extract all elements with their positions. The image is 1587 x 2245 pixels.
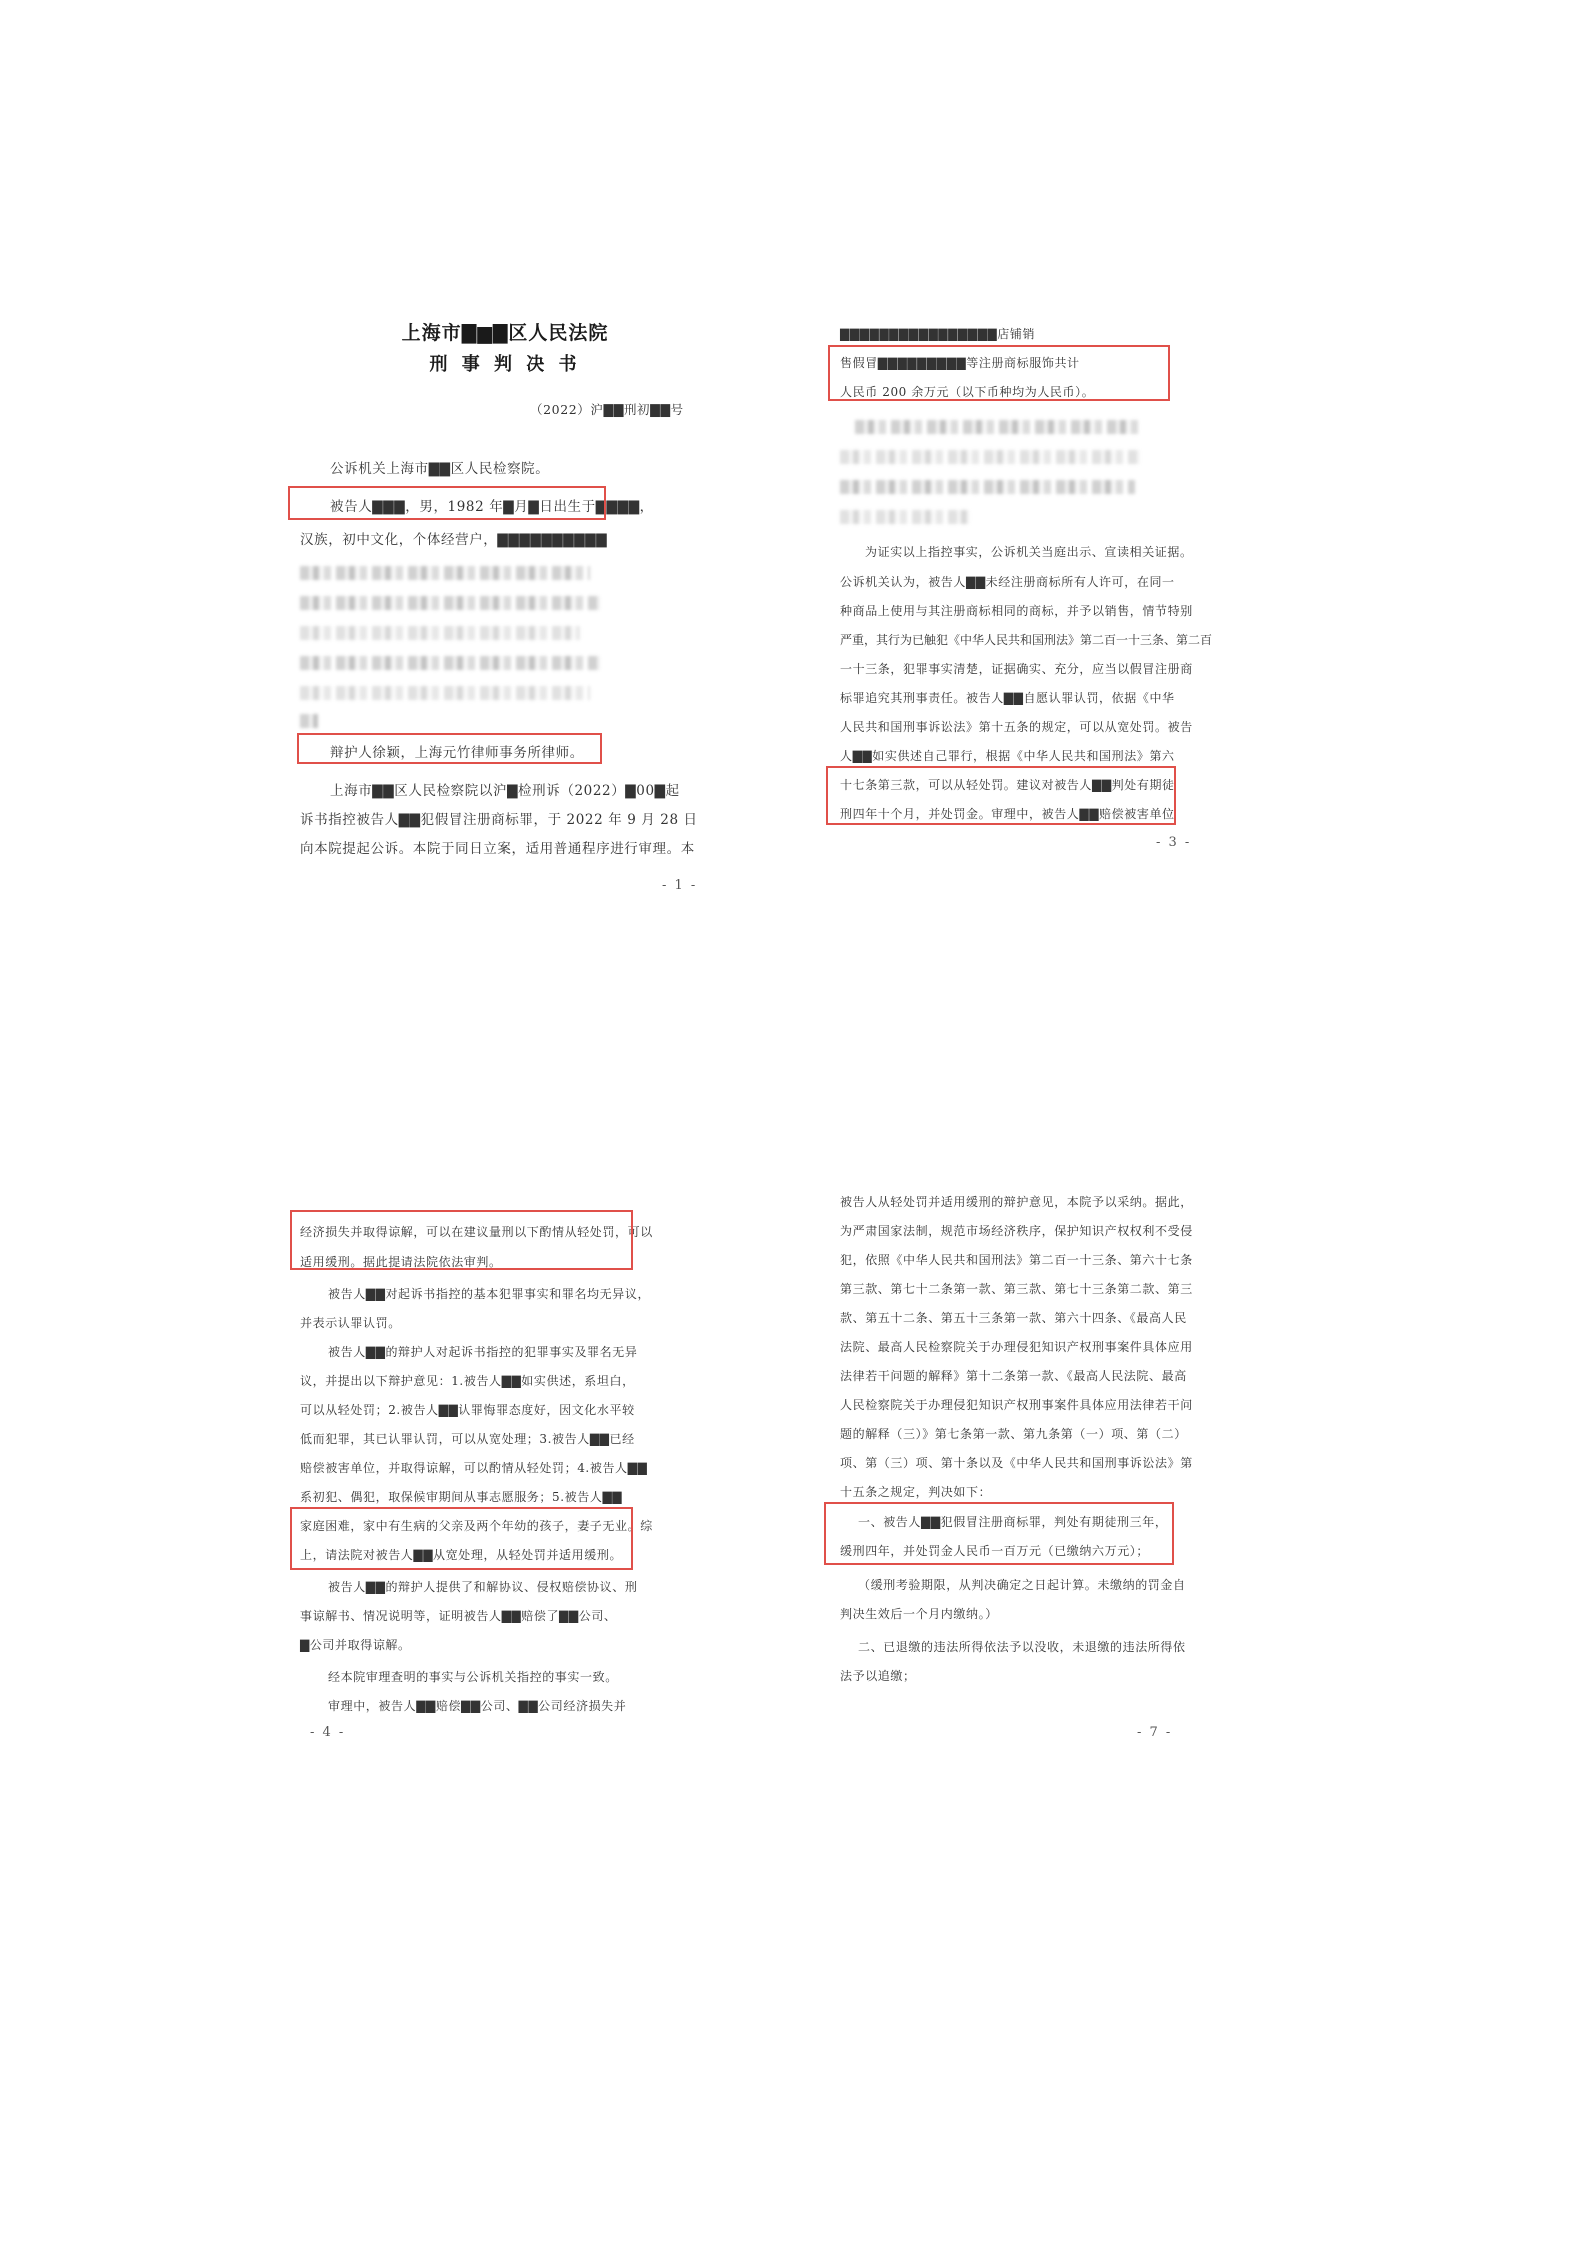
body-paragraph-line: 诉书指控被告人▇▇犯假冒注册商标罪，于 2022 年 9 月 28 日 bbox=[300, 812, 698, 828]
body-paragraph-line: 被告人▇▇的辩护人提供了和解协议、侵权赔偿协议、刑 bbox=[328, 1580, 638, 1594]
document-title: 刑 事 判 决 书 bbox=[429, 354, 581, 375]
redacted-block bbox=[855, 420, 1140, 434]
body-paragraph-line: 法院、最高人民检察院关于办理侵犯知识产权刑事案件具体应用 bbox=[840, 1340, 1193, 1354]
body-paragraph-line: 法予以追缴； bbox=[840, 1669, 916, 1683]
body-paragraph-line: 判决生效后一个月内缴纳。） bbox=[840, 1607, 998, 1621]
redacted-block bbox=[840, 450, 1140, 464]
body-paragraph-line: 被告人▇▇的辩护人对起诉书指控的犯罪事实及罪名无异 bbox=[328, 1345, 638, 1359]
body-paragraph-line: 被告人▇▇对起诉书指控的基本犯罪事实和罪名均无异议， bbox=[328, 1287, 651, 1301]
body-paragraph-line: 二、已退缴的违法所得依法予以没收，未退缴的违法所得依 bbox=[858, 1640, 1186, 1654]
body-paragraph-line: 为严肃国家法制，规范市场经济秩序，保护知识产权权利不受侵 bbox=[840, 1224, 1193, 1238]
body-paragraph-line: 款、第五十二条、第五十三条第一款、第六十四条、《最高人民 bbox=[840, 1311, 1187, 1325]
document-page-1 bbox=[270, 300, 740, 940]
body-paragraph-line: 十五条之规定，判决如下： bbox=[840, 1485, 992, 1499]
court-title: 上海市▇▆▇区人民法院 bbox=[401, 322, 609, 344]
body-paragraph-line: 刑四年十个月，并处罚金。审理中，被告人▇▇赔偿被害单位 bbox=[840, 807, 1175, 821]
body-paragraph-line: 十七条第三款，可以从轻处罚。建议对被告人▇▇判处有期徒 bbox=[840, 778, 1175, 792]
body-paragraph-line: 上，请法院对被告人▇▇从宽处理，从轻处罚并适用缓刑。 bbox=[300, 1548, 623, 1562]
body-paragraph-line: 人民币 200 余万元（以下币种均为人民币）。 bbox=[840, 385, 1095, 399]
body-paragraph-line: 事谅解书、情况说明等，证明被告人▇▇赔偿了▇▇公司、 bbox=[300, 1609, 617, 1623]
body-paragraph-line: 一十三条，犯罪事实清楚，证据确实、充分，应当以假冒注册商 bbox=[840, 662, 1193, 676]
body-paragraph-line: 经济损失并取得谅解，可以在建议量刑以下酌情从轻处罚，可以 bbox=[300, 1225, 653, 1239]
verdict-line: 缓刑四年，并处罚金人民币一百万元（已缴纳六万元）； bbox=[840, 1544, 1150, 1558]
document-page-4 bbox=[270, 1180, 740, 1820]
redacted-block bbox=[840, 510, 970, 524]
body-paragraph-line: 售假冒▇▇▇▇▇▇▇▇▇等注册商标服饰共计 bbox=[840, 356, 1080, 370]
document-page-7 bbox=[810, 1180, 1280, 1820]
body-paragraph-line: 公诉机关认为，被告人▇▇未经注册商标所有人许可，在同一 bbox=[840, 575, 1175, 589]
defendant-line-2: 汉族，初中文化，个体经营户，▇▇▇▇▇▇▇▇▇▇ bbox=[300, 532, 608, 548]
body-paragraph-line: 第三款、第七十二条第一款、第三款、第七十三条第二款、第三 bbox=[840, 1282, 1193, 1296]
body-paragraph-line: 低而犯罪，其已认罪认罚，可以从宽处理；3.被告人▇▇已经 bbox=[300, 1432, 635, 1446]
page-number: - 1 - bbox=[662, 878, 698, 893]
body-paragraph-line: 赔偿被害单位，并取得谅解，可以酌情从轻处罚；4.被告人▇▇ bbox=[300, 1461, 648, 1475]
body-paragraph-line: 家庭困难，家中有生病的父亲及两个年幼的孩子，妻子无业。综 bbox=[300, 1519, 653, 1533]
redacted-block bbox=[840, 480, 1135, 494]
body-paragraph-line: 项、第（三）项、第十条以及《中华人民共和国刑事诉讼法》第 bbox=[840, 1456, 1193, 1470]
body-paragraph-line: 为证实以上指控事实，公诉机关当庭出示、宣读相关证据。 bbox=[865, 545, 1193, 559]
body-paragraph-line: （缓刑考验期限，从判决确定之日起计算。未缴纳的罚金自 bbox=[858, 1578, 1186, 1592]
body-paragraph-line: 人民共和国刑事诉讼法》第十五条的规定，可以从宽处罚。被告 bbox=[840, 720, 1193, 734]
body-paragraph-line: 严重，其行为已触犯《中华人民共和国刑法》第二百一十三条、第二百 bbox=[840, 633, 1213, 647]
page-number: - 4 - bbox=[310, 1725, 346, 1740]
body-paragraph-line: 标罪追究其刑事责任。被告人▇▇自愿认罪认罚，依据《中华 bbox=[840, 691, 1175, 705]
redacted-block bbox=[300, 566, 590, 580]
defender-line: 辩护人徐颖，上海元竹律师事务所律师。 bbox=[330, 745, 584, 761]
body-paragraph-line: 人▇▇如实供述自己罪行，根据《中华人民共和国刑法》第六 bbox=[840, 749, 1175, 763]
redacted-block bbox=[300, 626, 580, 640]
body-paragraph-line: 犯，依照《中华人民共和国刑法》第二百一十三条、第六十七条 bbox=[840, 1253, 1193, 1267]
redacted-block bbox=[300, 596, 600, 610]
redacted-block bbox=[300, 686, 590, 700]
redacted-block bbox=[300, 714, 318, 728]
page-number: - 3 - bbox=[1156, 835, 1192, 850]
body-paragraph-line: 种商品上使用与其注册商标相同的商标，并予以销售，情节特别 bbox=[840, 604, 1193, 618]
prosecutor-line: 公诉机关上海市▇▇区人民检察院。 bbox=[330, 461, 550, 477]
body-paragraph-line: 人民检察院关于办理侵犯知识产权刑事案件具体应用法律若干问 bbox=[840, 1398, 1193, 1412]
verdict-line: 一、被告人▇▇犯假冒注册商标罪，判处有期徒刑三年， bbox=[858, 1515, 1168, 1529]
body-paragraph-line: 向本院提起公诉。本院于同日立案，适用普通程序进行审理。本 bbox=[300, 841, 695, 857]
body-paragraph-line: 上海市▇▇区人民检察院以沪▇检刑诉（2022）▇00▇起 bbox=[330, 783, 680, 799]
body-paragraph-line: 系初犯、偶犯，取保候审期间从事志愿服务；5.被告人▇▇ bbox=[300, 1490, 623, 1504]
body-paragraph-line: 适用缓刑。据此提请法院依法审判。 bbox=[300, 1255, 502, 1269]
redacted-block bbox=[300, 656, 600, 670]
body-paragraph-line: ▇▇▇▇▇▇▇▇▇▇▇▇▇▇▇▇店铺销 bbox=[840, 327, 1036, 341]
body-paragraph-line: 经本院审理查明的事实与公诉机关指控的事实一致。 bbox=[328, 1670, 618, 1684]
body-paragraph-line: 被告人从轻处罚并适用缓刑的辩护意见，本院予以采纳。据此， bbox=[840, 1195, 1193, 1209]
body-paragraph-line: 题的解释（三）》第七条第一款、第九条第（一）项、第（二） bbox=[840, 1427, 1187, 1441]
body-paragraph-line: 审理中，被告人▇▇赔偿▇▇公司、▇▇公司经济损失并 bbox=[328, 1699, 627, 1713]
body-paragraph-line: 法律若干问题的解释》第十二条第一款、《最高人民法院、最高 bbox=[840, 1369, 1187, 1383]
body-paragraph-line: 议，并提出以下辩护意见：1.被告人▇▇如实供述，系坦白， bbox=[300, 1374, 635, 1388]
document-page-3 bbox=[810, 300, 1280, 940]
body-paragraph-line: ▇公司并取得谅解。 bbox=[300, 1638, 411, 1652]
body-paragraph-line: 并表示认罪认罚。 bbox=[300, 1316, 401, 1330]
page-number: - 7 - bbox=[1137, 1725, 1173, 1740]
body-paragraph-line: 可以从轻处罚；2.被告人▇▇认罪悔罪态度好，因文化水平较 bbox=[300, 1403, 635, 1417]
defendant-line: 被告人▇▇▇，男，1982 年▇月▇日出生于▇▇▇▇， bbox=[330, 499, 654, 515]
case-number: （2022）沪▇▇刑初▇▇号 bbox=[530, 402, 684, 417]
